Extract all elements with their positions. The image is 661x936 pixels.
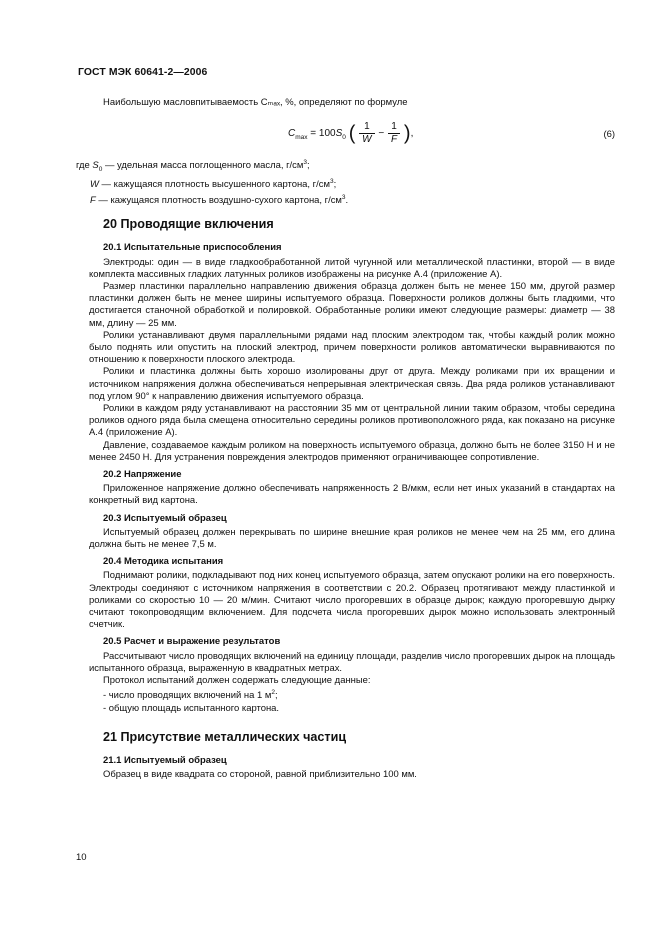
fraction-2-numerator: 1 [388,121,400,134]
fraction-1 [359,121,374,146]
section-21-title: 21 Присутствие металлических частиц [103,729,347,744]
right-paren: ) [403,122,411,145]
fraction-2-denominator: F [391,134,398,146]
formula-expression [288,121,413,146]
paragraph: Приложенное напряжение должно обеспечивать напряженность 2 В/мкм, если нет иных указаний в стандартах на конкретный вид картона. [89,483,615,507]
paragraph: Электроды: один — в виде гладкообработанной литой чугунной или металлической пластинки, второй — в виде комплекта массивных гладких латунных роликов изображены на рисунке А.4 (приложение А). [89,256,615,280]
list-item: - число проводящих включений на 1 $м^2$; [103,689,278,702]
definition-s0: где $S_0$ — удельная масса поглощенного масла, $г/см^3$; [76,159,310,174]
paragraph: Протокол испытаний должен содержать следующие данные: [103,675,371,687]
formula-number: (6) [603,129,615,141]
paragraph: Образец в виде квадрата со стороной, равной приблизительно 100 мм. [103,769,417,781]
paragraph: Ролики в каждом ряду устанавливают на расстоянии 35 мм от центральной линии таким образом, чтобы середина роликов одного ряда была смещена относительно середины роликов противоположного ряда, как показано на рисунке А.4 (приложение А). [89,402,615,439]
formula-lhs: C [288,128,296,140]
paragraph: Поднимают ролики, подкладывают под них конец испытуемого образца, затем опускают ролики на его поверхность. Электроды соединяют с источником напряжения в соответствии с 20.2. Образец протягивают между пластинкой и роликами со скоростью 10 — 20 м/мин. Считают число прогоревших в образце дырок; каждую прогоревшую дырку считают токопроводящим включением. Для подсчета числа прогоревших дырок можно использовать электронный счетчик. [89,570,615,631]
fraction-1-denominator: W [362,134,372,146]
formula-minus: − [378,128,385,140]
formula-definitions [76,157,615,207]
subsection-21-1-title: 21.1 Испытуемый образец [103,754,227,766]
paragraph: Рассчитывают число проводящих включений на единицу площади, разделив число прогоревших дырок на площадь испытанного образца, выраженную в квадратных метрах. [89,650,615,674]
page-number: 10 [76,852,87,863]
definition-f: F — кажущаяся плотность воздушно-сухого картона, $г/см^3$. [90,193,349,206]
fraction-2 [388,121,400,146]
subsection-20-5-title: 20.5 Расчет и выражение результатов [103,636,281,648]
section-20-title: 20 Проводящие включения [103,217,274,232]
left-paren: ( [348,122,356,145]
page-content [76,97,615,781]
paragraph: Размер пластинки параллельно направлению движения образца должен быть не менее 150 мм, другой размер пластинки должен быть не менее ширины испытуемого образца. Поверхности роликов должны быть гладкими, что достигается станочной обработкой и полировкой. Обработанные ролики имеют следующие размеры: диаметр — 38 мм, длину — 25 мм. [89,280,615,329]
document-header: ГОСТ МЭК 60641-2—2006 [78,67,208,78]
subsection-20-2-title: 20.2 Напряжение [103,468,182,480]
list-item: - общую площадь испытанного картона. [103,702,280,714]
paragraph: Давление, создаваемое каждым роликом на поверхность испытуемого образца, должно быть не более 3150 Н и не менее 2450 Н. Для устранения повреждения электродов применяют ограничивающее сопротивление. [89,439,615,463]
formula-lhs-sub: max [295,134,308,142]
subsection-20-3-title: 20.3 Испытуемый образец [103,512,227,524]
paragraph: Испытуемый образец должен перекрывать по ширине внешние края роликов не менее чем на 25 мм, его длина должна быть не менее 7,5 м. [89,526,615,550]
formula-s: S [335,128,343,140]
paragraph: Ролики устанавливают двумя параллельными рядами над плоским электродом так, чтобы каждый ролик можно было поднять или опустить на плоский электрод, причем поверхности роликов автоматически выравниваются по отношению к поверхности плоского электрода. [89,329,615,366]
formula-tail: , [410,128,414,140]
definition-w: W — кажущаяся плотность высушенного картона, $г/см^3$; [90,178,337,191]
paragraph: Ролики и пластинка должны быть хорошо изолированы друг от друга. Между роликами при их вращении и источником напряжения должна обеспечиваться непрерывная электрическая связь. Два ряда роликов устанавливают под углом 90° к направлению движения испытуемого образца. [89,366,615,402]
fraction-1-numerator: 1 [359,121,374,134]
formula-block [89,111,615,157]
subsection-20-1-title: 20.1 Испытательные приспособления [103,242,282,254]
formula-intro: Наибольшую масловпитываемость Cₘₐₓ, %, определяют по формуле [103,97,408,108]
formula-equals: = 100 [310,128,336,140]
formula-s-sub: 0 [342,134,346,142]
subsection-20-4-title: 20.4 Методика испытания [103,556,224,568]
